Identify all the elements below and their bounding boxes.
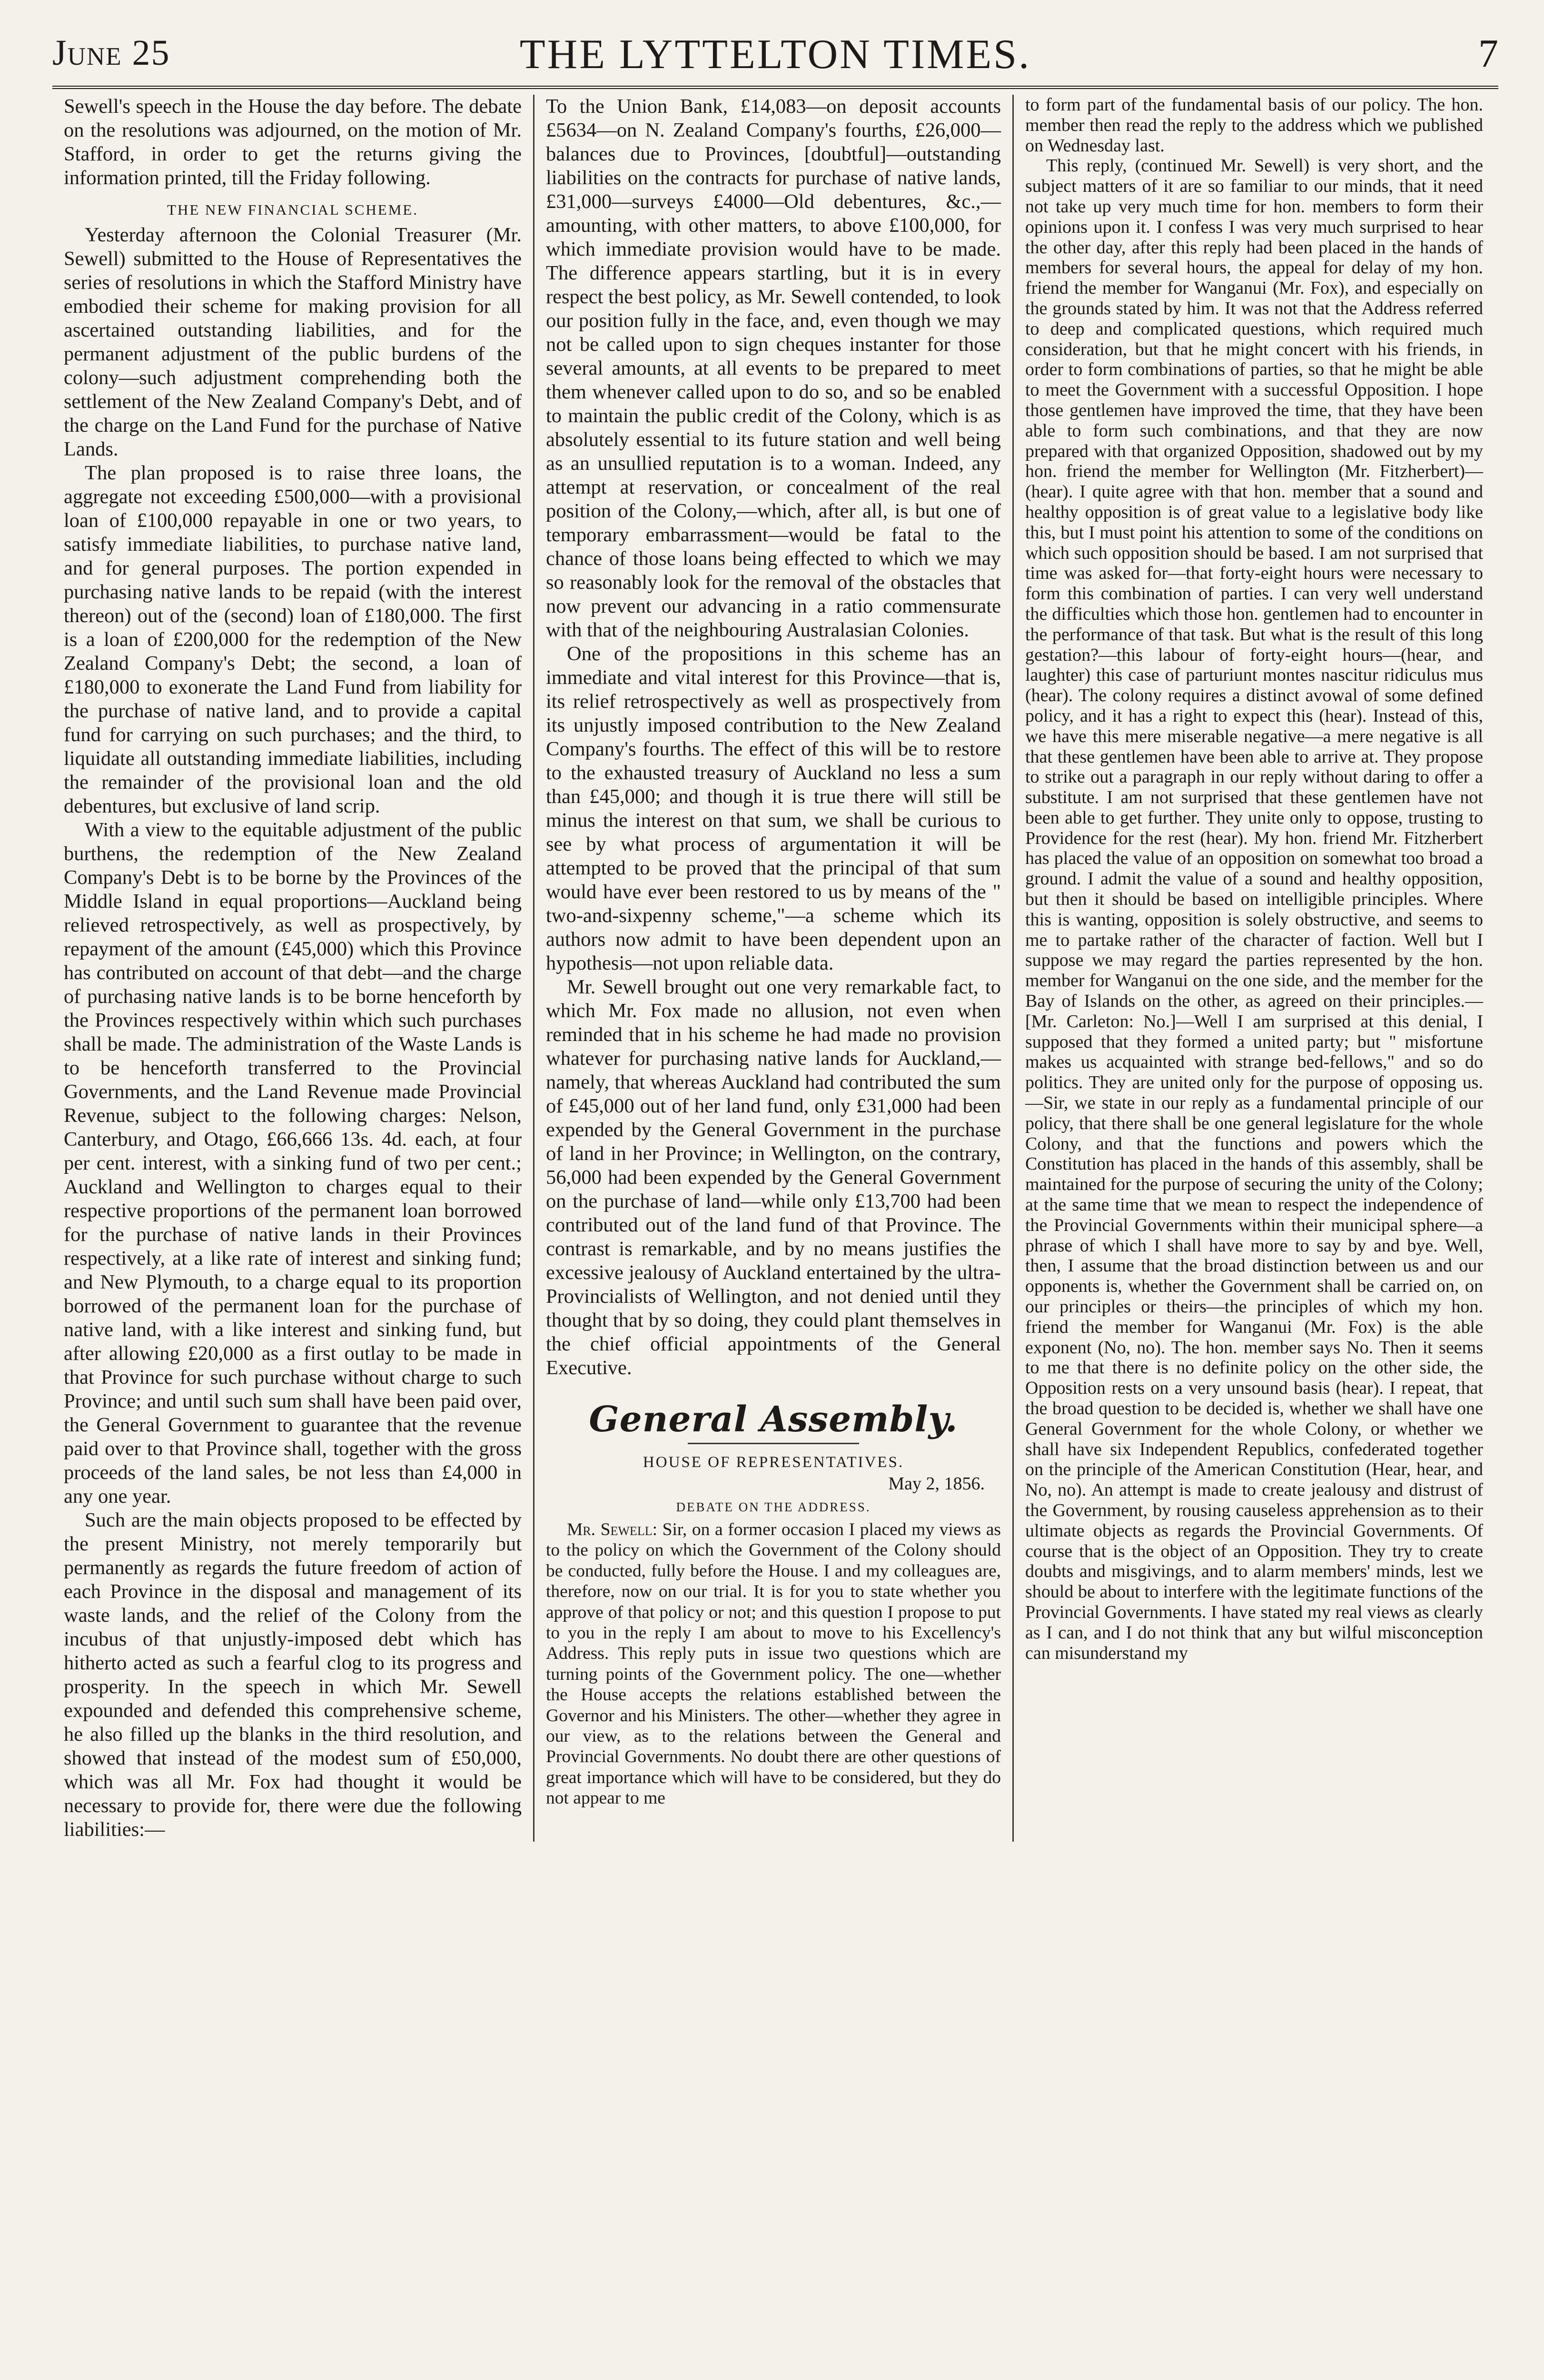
article-paragraph: Sewell's speech in the House the day before. The debate on the resolutions was adjourned, on the motion of Mr. Stafford, in order to get the returns giving the information printed, till the Friday following. (64, 95, 522, 189)
article-columns (52, 95, 1498, 1842)
article-paragraph: One of the propositions in this scheme has an immediate and vital interest for this Province—that is, its relief retrospectively as well as prospectively from its unjustly imposed contribution to the New Zealand Company's fourths. The effect of this will be to restore to the exhausted treasury of Auckland no less a sum than £45,000; and though it is true there will still be minus the interest on that sum, we shall be curious to see by what process of argumentation it will be attempted to be proved that the principal of that sum would have ever been restored to us by means of the " two-and-sixpenny scheme,"—a scheme which its authors now admit to have been dependent upon an hypothesis—not upon reliable data. (546, 643, 1001, 974)
article-paragraph: Mr. Sewell brought out one very remarkable fact, to which Mr. Fox made no allusion, not even when reminded that in his scheme he had made no provision whatever for purchasing native lands for Auckland,—namely, that whereas Auckland had contributed the sum of £45,000 out of her land fund, only £31,000 had been expended by the General Government in the purchase of land in her Province; in Wellington, on the contrary, 56,000 had been expended by the General Government on the purchase of land—while only £13,700 had been contributed out of the land fund of that Province. The contrast is remarkable, and by no means justifies the excessive jealousy of Auckland entertained by the ultra-Provincialists of Wellington, and not denied until they thought that by so doing, they could plant themselves in the chief official appointments of the General Executive. (546, 976, 1001, 1379)
debate-speech (546, 1519, 1001, 1809)
column-1 (52, 95, 533, 1842)
article-paragraph: This reply, (continued Mr. Sewell) is very short, and the subject matters of it are so familiar to our minds, that it need not take up very much time for hon. members to form their opinions upon it. I confess I was very much surprised to hear the other day, after this reply had been placed in the hands of members for several hours, the appeal for delay of my hon. friend the member for Wanganui (Mr. Fox), and especially on the grounds stated by him. It was not that the Address referred to deep and complicated questions, which required much consideration, but that he might concert with his friends, in order to form combinations of parties, so that he might be able to meet the Government with a successful Opposition. I hope those gentlemen have improved the time, that they have been able to form such combinations, and that they are now prepared with that organized Opposition, shadowed out by my hon. friend the member for Wellington (Mr. Fitzherbert)—(hear). I quite agree with that hon. member that a sound and healthy opposition is of great value to a legislative body like this, but I must point his attention to some of the conditions on which such opposition should be based. I am not surprised that time was asked for—that forty-eight hours were necessary to form this combination of parties. I can very well understand the difficulties which those hon. gentlemen had to encounter in the performance of that task. But what is the result of this long gestation?—this labour of forty-eight hours—(hear, and laughter) this case of parturiunt montes nascitur ridiculus mus (hear). The colony requires a distinct avowal of some defined policy, and it has a right to expect this (hear). Instead of this, we have this mere miserable negative—a mere negative is all that these gentlemen have been able to arrive at. They propose to strike out a paragraph in our reply without daring to offer a substitute. I am not surprised that these gentlemen have not been able to get further. They unite only to oppose, trusting to Providence for the rest (hear). My hon. friend Mr. Fitzherbert has placed the value of an opposition on somewhat too broad a ground. I admit the value of a sound and healthy opposition, but then it should be based on intelligible principles. Where this is wanting, opposition is solely obstructive, and seems to me to partake rather of the character of faction. Well but I suppose we may regard the parties represented by the hon. member for Wanganui on the one side, and the member for the Bay of Islands on the other, as agreed on their principles.—[Mr. Carleton: No.]—Well I am surprised at this denial, I supposed that they formed a united party; but " misfortune makes us acquainted with strange bed-fellows," and so do politics. They are united only for the purpose of opposing us.—Sir, we state in our reply as a fundamental principle of our policy, that there shall be one general legislature for the whole Colony, and that the functions and powers which the Constitution has placed in the hands of this assembly, shall be maintained for the purpose of securing the unity of the Colony; at the same time that we mean to respect the independence of the Provincial Governments within their municipal sphere—a phrase of which I shall have more to say by and bye. Well, then, I assume that the broad distinction between us and our opponents is, whether the Government shall be carried on, on our principles or theirs—the principles of which my hon. friend the member for Wanganui (Mr. Fox) is the able exponent (No, no). The hon. member says No. Then it seems to me that there is no definite policy on the other side, the Opposition rests on a very unsound basis (hear). I repeat, that the broad question to be decided is, whether we shall have one General Government for the whole Colony, or whether we shall have six Independent Republics, confederated together on the principle of the American Constitution (Hear, hear, and No, no). An attempt is made to create jealousy and distrust of the Government, by rousing causeless apprehension as to their ultimate objects as regards the Provincial Governments. Of course that is the object of an Opposition. They try to create doubts and misgivings, and to alarm members' minds, lest we should be about to interfere with the legitimate functions of the Provincial Governments. I have stated my real views as clearly as I can, and I do not think that any but wilful misconception can misunderstand my (1025, 156, 1483, 1663)
masthead (52, 29, 1498, 89)
debate-heading: DEBATE ON THE ADDRESS. (676, 1500, 871, 1514)
section-divider (688, 1443, 859, 1444)
section-title: General Assembly. (589, 1399, 958, 1440)
article-paragraph: to form part of the fundamental basis of our policy. The hon. member then read the reply to the address which we published on Wednesday last. (1025, 95, 1483, 156)
article-heading: THE NEW FINANCIAL SCHEME. (167, 201, 418, 218)
column-2 (533, 95, 1014, 1842)
speech-text: Sir, on a former occasion I placed my views as to the policy on which the Government of the Colony should be conducted, fully before the House. I and my colleagues are, therefore, now on our trial. It is for you to state whether you approve of that policy or not; and this question I propose to put to you in the reply I am about to move to his Excellency's Address. This reply puts in issue two questions which are turning points of the Government policy. The one—whether the House accepts the relations established between the Governor and his Ministers. The other—whether they agree in our view, as to the relations between the General and Provincial Governments. No doubt there are other questions of great importance which will have to be considered, but they do not appear to me (546, 1520, 1001, 1808)
speaker-name: Mr. Sewell: (567, 1520, 658, 1539)
newspaper-title: THE LYTTELTON TIMES. (519, 31, 1031, 78)
article-paragraph: Such are the main objects proposed to be effected by the present Ministry, not merely temporarily but permanently as regards the future freedom of action of each Province in the disposal and management of its waste lands, and the relief of the Colony from the incubus of that unjustly-imposed debt which has hitherto acted as such a fearful clog to its progress and prosperity. In the speech in which Mr. Sewell expounded and defended this comprehensive scheme, he also filled up the blanks in the third resolution, and showed that instead of the modest sum of £50,000, which was all Mr. Fox had thought it would be necessary to provide for, there were due the following liabilities:— (64, 1509, 522, 1841)
house-heading: HOUSE OF REPRESENTATIVES. (643, 1454, 904, 1471)
issue-date: June 25 (52, 33, 170, 73)
article-paragraph: Yesterday afternoon the Colonial Treasurer (Mr. Sewell) submitted to the House of Representatives the series of resolutions in which the Stafford Ministry have embodied their scheme for making provision for all ascertained outstanding liabilities, and for the permanent adjustment of the public burdens of the colony—such adjustment comprehending both the settlement of the New Zealand Company's Debt, and of the charge on the Land Fund for the purchase of Native Lands. (64, 224, 522, 460)
column-3 (1014, 95, 1495, 1842)
article-paragraph: With a view to the equitable adjustment of the public burthens, the redemption of the New Zealand Company's Debt is to be borne by the Provinces of the Middle Island in equal proportions—Auckland being relieved retrospectively, as well as prospectively, by repayment of the amount (£45,000) which this Province has contributed on account of that debt—and the charge of purchasing native lands is to be borne henceforth by the Provinces respectively within which such purchases shall be made. The administration of the Waste Lands is to be henceforth transferred to the Provincial Governments, and the Land Revenue made Provincial Revenue, subject to the following charges: Nelson, Canterbury, and Otago, £66,666 13s. 4d. each, at four per cent. interest, with a sinking fund of two per cent.; Auckland and Wellington to charges equal to their respective proportions of the permanent loan borrowed for the purchase of native lands in their Provinces respectively, at a like rate of interest and sinking fund; and New Plymouth, to a charge equal to its proportion borrowed of the permanent loan for the purchase of native land, with a like interest and sinking fund, but after allowing £20,000 as a first outlay to be made in that Province for such purchase without charge to such Province; and until such sum shall have been paid over, the General Government to guarantee that the revenue paid over to that Province shall, together with the gross proceeds of the land sales, be not less than £4,000 in any one year. (64, 819, 522, 1507)
article-paragraph: The plan proposed is to raise three loans, the aggregate not exceeding £500,000—with a provisional loan of £100,000 repayable in one or two years, to satisfy immediate liabilities, to purchase native land, and for general purposes. The portion expended in purchasing native lands to be repaid (with the interest thereon) out of the (second) loan of £180,000. The first is a loan of £200,000 for the redemption of the New Zealand Company's Debt; the second, a loan of £180,000 to exonerate the Land Fund from liability for the purchase of native land, and to provide a capital fund for carrying on such purchases; and the third, to liquidate all outstanding immediate liabilities, including the remainder of the provisional loan and the old debentures, but exclusive of land scrip. (64, 462, 522, 817)
article-paragraph: To the Union Bank, £14,083—on deposit accounts £5634—on N. Zealand Company's fourths, £26,000—balances due to Provinces, [doubtful]—outstanding liabilities on the contracts for purchase of native lands, £31,000—surveys £4000—Old debentures, &c.,—amounting, with other matters, to above £100,000, for which immediate provision would have to be made. The difference appears startling, but it is in every respect the best policy, as Mr. Sewell contended, to look our position fully in the face, and, even though we may not be called upon to sign cheques instanter for those several amounts, at all events to be prepared to meet them whenever called upon to do so, and so be enabled to maintain the public credit of the Colony, which is as absolutely essential to its future station and well being as an unsullied reputation is to a woman. Indeed, any attempt at reservation, or concealment of the real position of the Colony,—which, after all, is but one of temporary embarrassment—would be fatal to the chance of those loans being effected to which we may so reasonably look for the removal of the obstacles that now prevent our advancing in a ratio commensurate with that of the neighbouring Australasian Colonies. (546, 95, 1001, 641)
page-number: 7 (1478, 31, 1498, 76)
debate-date: May 2, 1856. (888, 1474, 985, 1494)
